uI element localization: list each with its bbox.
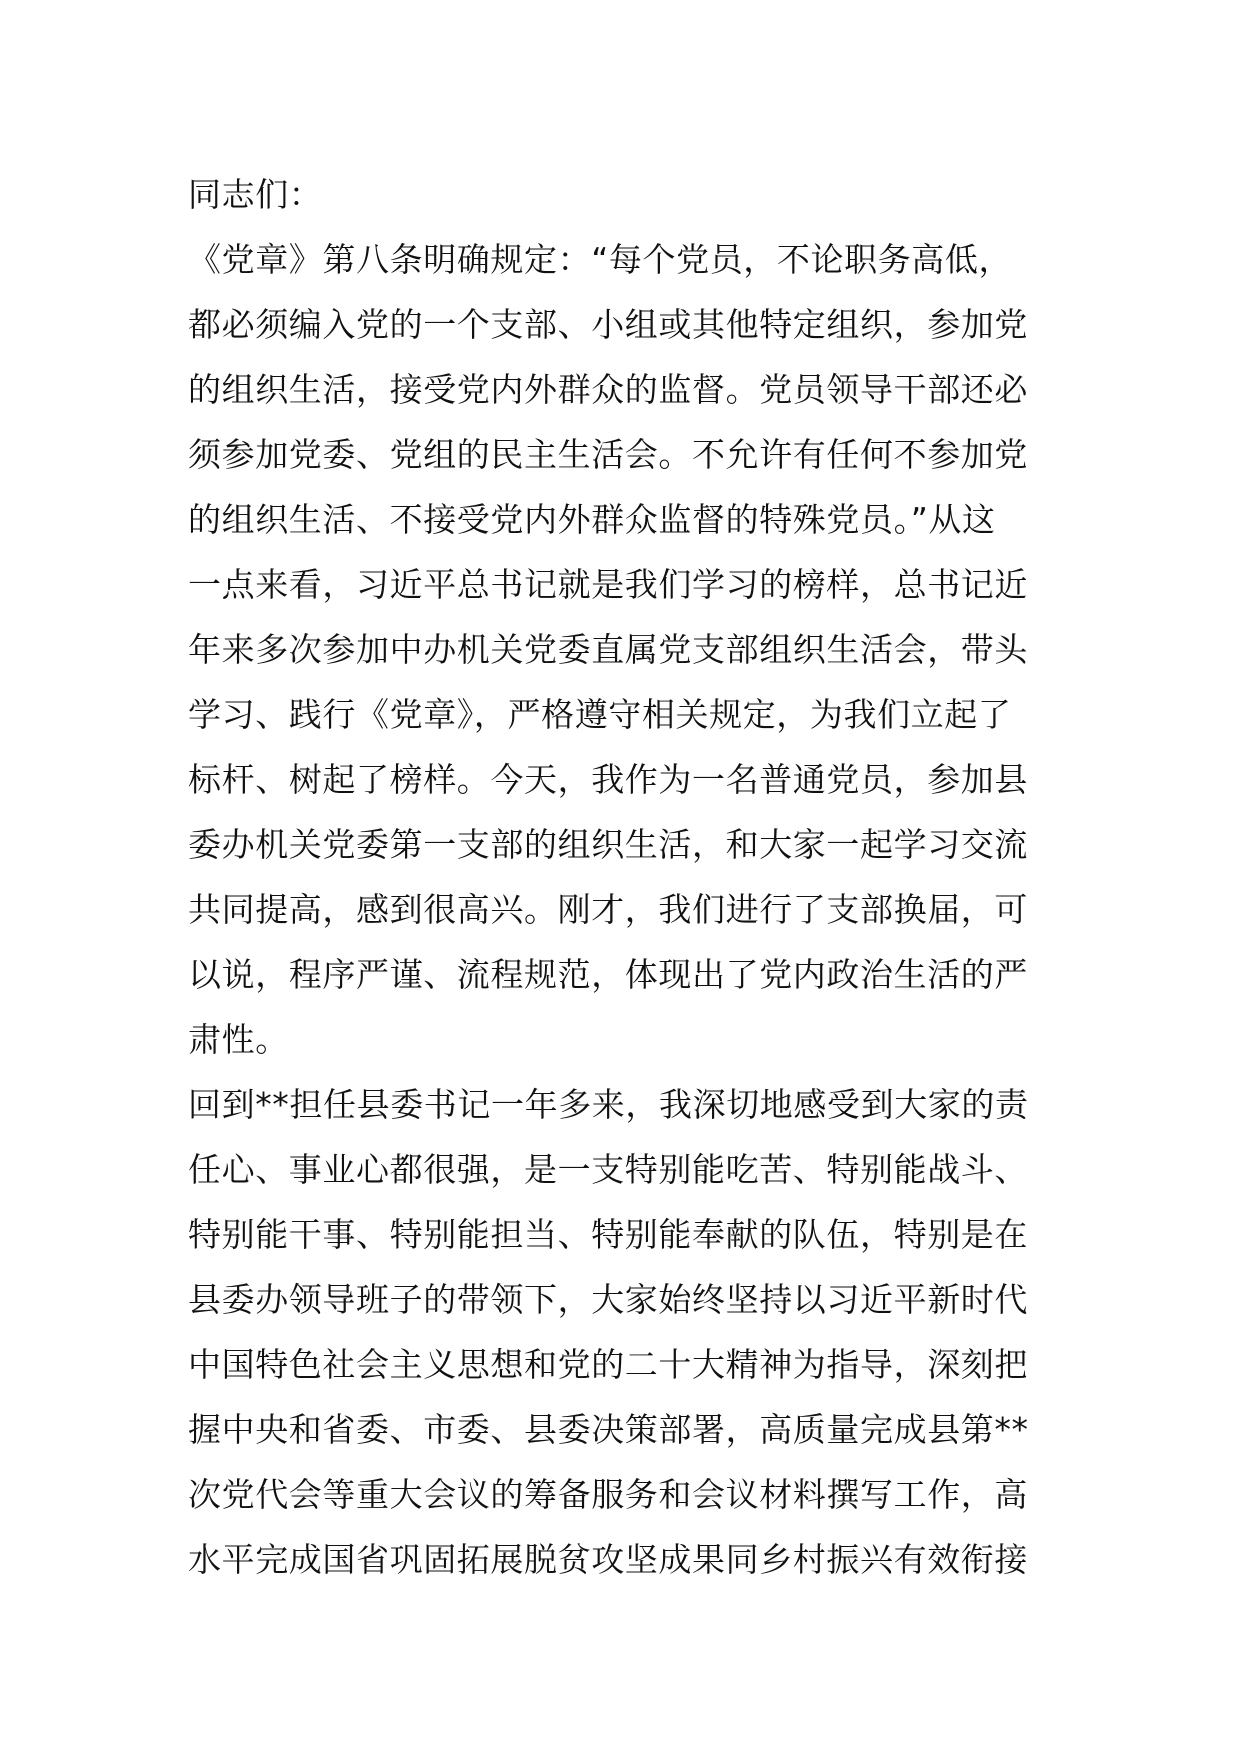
salutation: 同志们： [188,175,323,214]
paragraph-2-line: 回到**担任县委书记一年多来，我深切地感受到大家的责 [188,1085,1029,1124]
paragraph-1-line: 年来多次参加中办机关党委直属党支部组织生活会，带头 [188,630,1028,669]
paragraph-1-line: 标杆、树起了榜样。今天，我作为一名普通党员，参加县 [188,760,1028,799]
paragraph-1-line: 须参加党委、党组的民主生活会。不允许有任何不参加党 [188,435,1028,474]
paragraph-1-line: 都必须编入党的一个支部、小组或其他特定组织，参加党 [188,305,1028,344]
paragraph-2-line: 任心、事业心都很强，是一支特别能吃苦、特别能战斗、 [188,1150,1028,1189]
document-body [188,162,1060,1592]
paragraph-1-line: 的组织生活、不接受党内外群众监督的特殊党员。”从这 [188,500,996,539]
paragraph-1-line: 以说，程序严谨、流程规范，体现出了党内政治生活的严 [188,955,1028,994]
paragraph-1-line: 委办机关党委第一支部的组织生活，和大家一起学习交流 [188,825,1028,864]
paragraph-2-line: 县委办领导班子的带领下，大家始终坚持以习近平新时代 [188,1280,1028,1319]
paragraph-2-line: 特别能干事、特别能担当、特别能奉献的队伍，特别是在 [188,1215,1028,1254]
paragraph-2-line: 握中央和省委、市委、县委决策部署，高质量完成县第** [188,1410,1029,1449]
paragraph-1-line: 《党章》第八条明确规定：“每个党员，不论职务高低， [188,240,1013,279]
paragraph-2-line: 水平完成国省巩固拓展脱贫攻坚成果同乡村振兴有效衔接 [188,1540,1028,1579]
paragraph-1-line: 肃性。 [188,1020,289,1059]
paragraph-1-line: 学习、践行《党章》，严格遵守相关规定，为我们立起了 [188,695,1012,734]
paragraph-1-line: 共同提高，感到很高兴。刚才，我们进行了支部换届，可 [188,890,1028,929]
paragraph-2-line: 中国特色社会主义思想和党的二十大精神为指导，深刻把 [188,1345,1028,1384]
paragraph-2-line: 次党代会等重大会议的筹备服务和会议材料撰写工作，高 [188,1475,1028,1514]
paragraph-1-line: 一点来看，习近平总书记就是我们学习的榜样，总书记近 [188,565,1028,604]
paragraph-1-line: 的组织生活，接受党内外群众的监督。党员领导干部还必 [188,370,1028,409]
